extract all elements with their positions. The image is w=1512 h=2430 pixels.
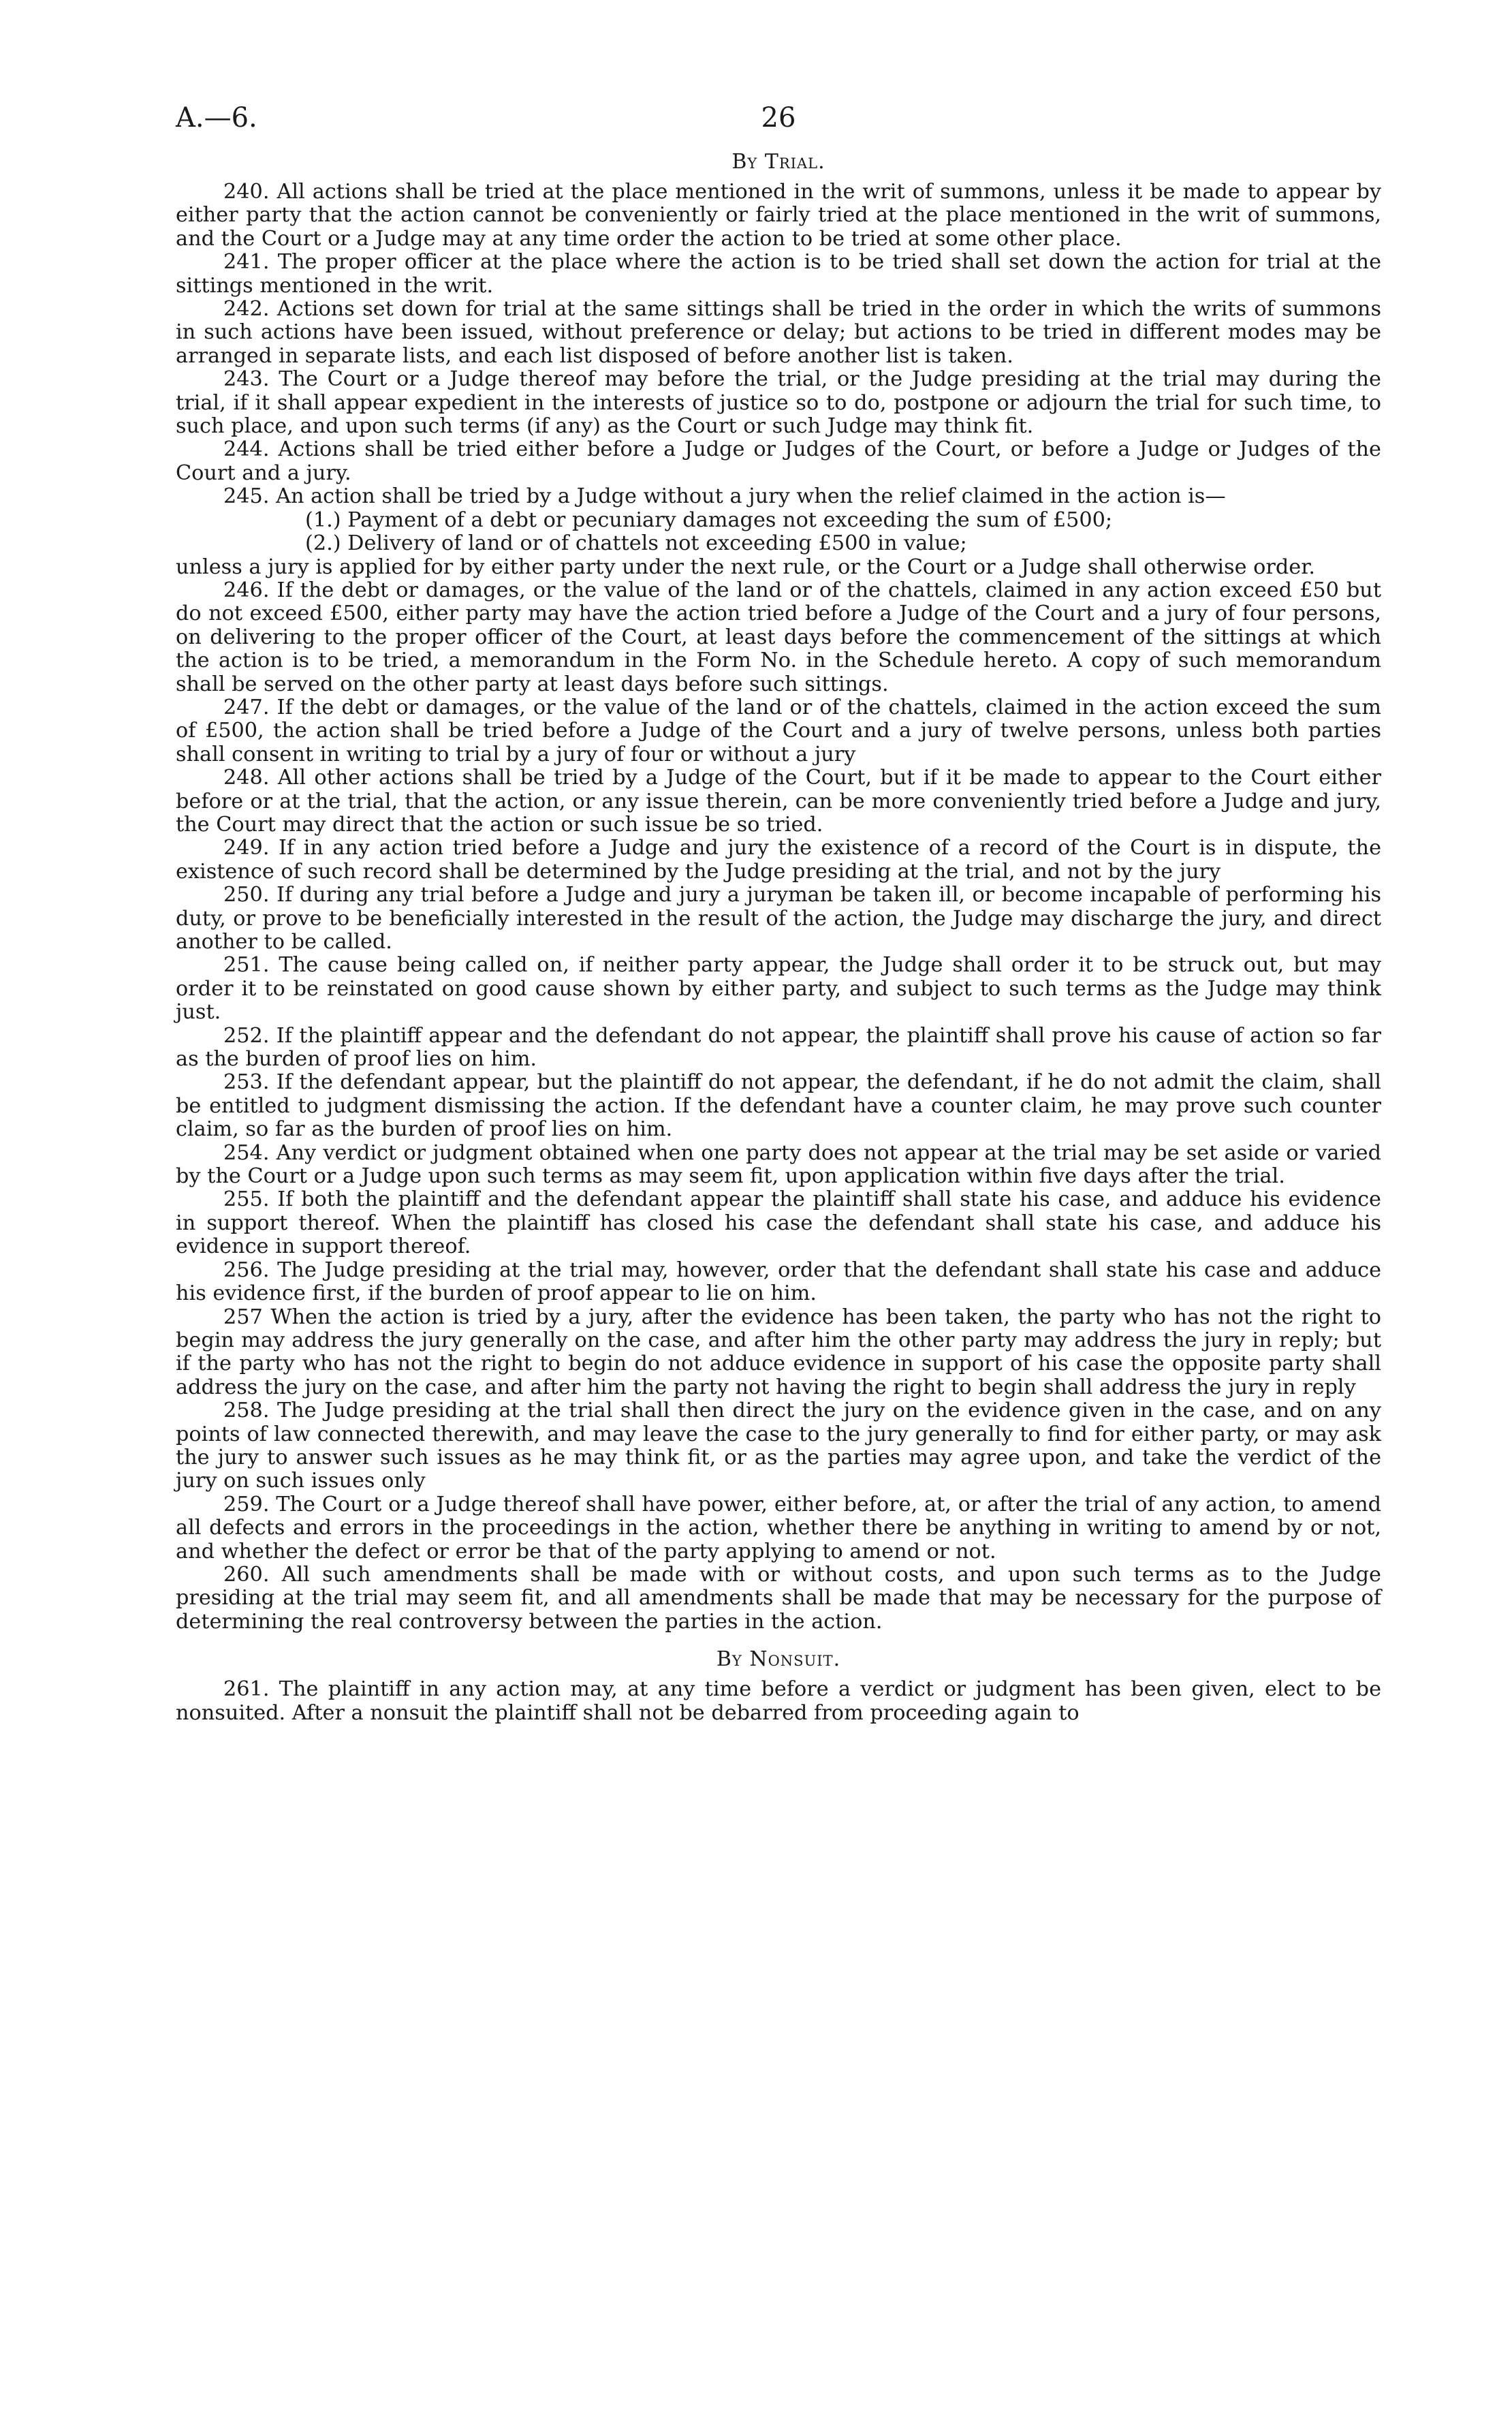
paragraph-252: 252. If the plaintiff appear and the defendant do not appear, the plaintiff shall prove his cause of action so far as the burden of proof lies on him. — [176, 1023, 1381, 1072]
document-page — [176, 102, 1381, 1725]
document-reference: A.—6. — [176, 102, 257, 134]
paragraph-242: 242. Actions set down for trial at the same sittings shall be tried in the order in which the writs of summons in such actions have been issued, without preference or delay; but actions to be tried in different modes may be arranged in separate lists, and each list disposed of before another list is taken. — [176, 297, 1381, 368]
paragraph-245: 245. An action shall be tried by a Judge without a jury when the relief claimed in the action is— — [223, 484, 1226, 509]
paragraph-244: 244. Actions shall be tried either before a Judge or Judges of the Court, or before a Judge or Judges of the Court and a jury. — [176, 437, 1381, 485]
paragraph-254: 254. Any verdict or judgment obtained when one party does not appear at the trial may be set aside or varied by the Court or a Judge upon such terms as may seem fit, upon application within five days after the trial. — [176, 1140, 1381, 1189]
paragraph-240: 240. All actions shall be tried at the place mentioned in the writ of summons, unless it be made to appear by either party that the action cannot be conveniently or fairly tried at the place mentioned in the writ of summons, and the Court or a Judge may at any time order the action to be tried at some other place. — [176, 180, 1381, 251]
paragraph-253: 253. If the defendant appear, but the plaintiff do not appear, the defendant, if he do not admit the claim, shall be entitled to judgment dismissing the action. If the defendant have a counter claim, he may prove such counter claim, so far as the burden of proof lies on him. — [176, 1070, 1381, 1142]
paragraph-247: 247. If the debt or damages, or the value of the land or of the chattels, claimed in the action exceed the sum of £500, the action shall be tried before a Judge of the Court and a jury of twelve persons, unless both parties shall consent in writing to trial by a jury of four or without a jury — [176, 695, 1381, 766]
paragraph-259: 259. The Court or a Judge thereof shall have power, either before, at, or after the trial of any action, to amend all defects and errors in the proceedings in the action, whether there be anything in writing to amend by or not, and whether the defect or error be that of the party applying to amend or not. — [176, 1492, 1381, 1563]
page-number: 26 — [761, 102, 796, 134]
paragraph-255: 255. If both the plaintiff and the defendant appear the plaintiff shall state his case, and adduce his evidence in support thereof. When the plaintiff has closed his case the defendant shall state his case, and adduce his evidence in support thereof. — [176, 1187, 1381, 1259]
paragraph-248: 248. All other actions shall be tried by a Judge of the Court, but if it be made to appear to the Court either before or at the trial, that the action, or any issue therein, can be more conveniently tried before a Judge and jury, the Court may direct that the action or such issue be so tried. — [176, 766, 1381, 837]
paragraph-261: 261. The plaintiff in any action may, at any time before a verdict or judgment has been given, elect to be nonsuited. After a nonsuit the plaintiff shall not be debarred from proceeding again to — [176, 1677, 1381, 1725]
paragraph-245-continued: unless a jury is applied for by either party under the next rule, or the Court or a Judge shall otherwise order. — [176, 555, 1316, 579]
paragraph-250: 250. If during any trial before a Judge and jury a juryman be taken ill, or become incapable of performing his duty, or prove to be beneficially interested in the result of the action, the Judge may discharge the jury, and direct another to be called. — [176, 883, 1381, 954]
page-header — [176, 102, 1381, 150]
paragraph-256: 256. The Judge presiding at the trial may, however, order that the defendant shall state his case and adduce his evidence first, if the burden of proof appear to lie on him. — [176, 1258, 1381, 1306]
paragraph-246: 246. If the debt or damages, or the value of the land or of the chattels, claimed in any action exceed £50 but do not exceed £500, either party may have the action tried before a Judge of the Court and a jury of four persons, on delivering to the proper officer of the Court, at least days before the commencement of the sittings at which the action is to be tried, a memorandum in the Form No. in the Schedule hereto. A copy of such memorandum shall be served on the other party at least days before such sittings. — [176, 578, 1381, 696]
section-heading-trial: By Trial. — [731, 150, 825, 174]
list-item-1: (1.) Payment of a debt or pecuniary damages not exceeding the sum of £500; — [305, 508, 1113, 532]
paragraph-241: 241. The proper officer at the place where the action is to be tried shall set down the action for trial at the sittings mentioned in the writ. — [176, 250, 1381, 298]
paragraph-257: 257 When the action is tried by a jury, after the evidence has been taken, the party who has not the right to begin may address the jury generally on the case, and after him the other party may address the jury in reply; but if the party who has not the right to begin do not adduce evidence in support of his case the opposite party shall address the jury on the case, and after him the party not having the right to begin shall address the jury in reply — [176, 1305, 1381, 1399]
paragraph-251: 251. The cause being called on, if neither party appear, the Judge shall order it to be struck out, but may order it to be reinstated on good cause shown by either party, and subject to such terms as the Judge may think just. — [176, 953, 1381, 1025]
paragraph-258: 258. The Judge presiding at the trial shall then direct the jury on the evidence given in the case, and on any points of law connected therewith, and may leave the case to the jury generally to find for either party, or may ask the jury to answer such issues as he may think fit, or as the parties may agree upon, and take the verdict of the jury on such issues only — [176, 1399, 1381, 1493]
paragraph-243: 243. The Court or a Judge thereof may before the trial, or the Judge presiding at the trial may during the trial, if it shall appear expedient in the interests of justice so to do, postpone or adjourn the trial for such time, to such place, and upon such terms (if any) as the Court or such Judge may think fit. — [176, 367, 1381, 439]
paragraph-249: 249. If in any action tried before a Judge and jury the existence of a record of the Court is in dispute, the existence of such record shall be determined by the Judge presiding at the trial, and not by the jury — [176, 836, 1381, 884]
list-item-2: (2.) Delivery of land or of chattels not exceeding £500 in value; — [305, 531, 967, 556]
paragraph-260: 260. All such amendments shall be made with or without costs, and upon such terms as to the Judge presiding at the trial may seem fit, and all amendments shall be made that may be necessary for the purpose of determining the real controversy between the parties in the action. — [176, 1562, 1381, 1634]
section-heading-nonsuit: By Nonsuit. — [716, 1647, 841, 1672]
